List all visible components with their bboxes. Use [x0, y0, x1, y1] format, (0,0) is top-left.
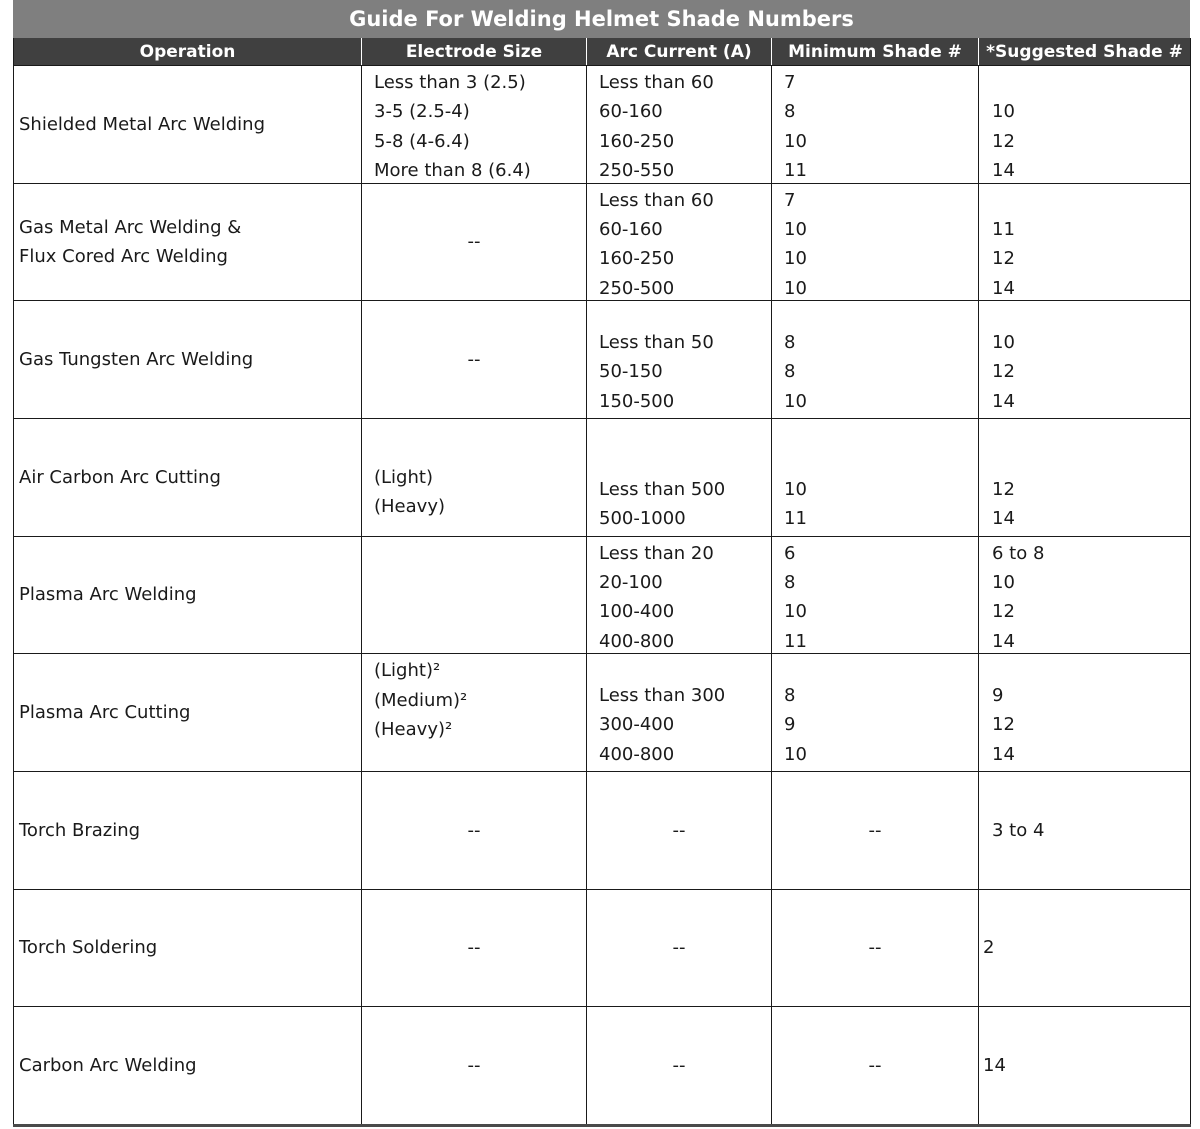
cell-value: 12 [992, 601, 1015, 623]
table-row [14, 418, 1191, 536]
operation-label: Plasma Arc Cutting [19, 702, 191, 724]
cell-value: 160-250 [599, 130, 675, 152]
cell-operation [14, 889, 362, 1007]
cell-value: 11 [784, 508, 807, 530]
cell-suggested-shade [979, 771, 1191, 889]
cell-value: 250-550 [599, 160, 675, 182]
cell-value [992, 68, 1186, 97]
cell-value: (Light) [374, 466, 433, 488]
cell-electrode-size [362, 654, 587, 772]
cell-arc-current [587, 654, 772, 772]
operation-label: Gas Tungsten Arc Welding [19, 349, 254, 371]
cell-minimum-shade [772, 1007, 979, 1126]
empty-dash: -- [672, 937, 686, 959]
table-row [14, 536, 1191, 654]
cell-value: 12 [992, 130, 1015, 152]
cell-value: 6 to 8 [992, 542, 1045, 564]
cell-value: 14 [983, 1055, 1006, 1077]
col-header-suggested-shade: *Suggested Shade # [979, 38, 1191, 66]
cell-suggested-shade [979, 1007, 1191, 1126]
empty-dash: -- [868, 819, 882, 841]
cell-operation [14, 771, 362, 889]
table-title: Guide For Welding Helmet Shade Numbers [13, 0, 1190, 38]
cell-value: 10 [784, 601, 807, 623]
cell-value: 11 [992, 219, 1015, 241]
cell-value: 12 [992, 478, 1015, 500]
cell-value: 14 [992, 743, 1015, 765]
cell-minimum-shade [772, 536, 979, 654]
empty-dash: -- [467, 231, 481, 253]
cell-arc-current [587, 771, 772, 889]
cell-value: 11 [784, 160, 807, 182]
col-header-operation: Operation [14, 38, 362, 66]
cell-value: 10 [992, 331, 1015, 353]
cell-value: 6 [784, 542, 796, 564]
empty-dash: -- [868, 937, 882, 959]
cell-electrode-size [362, 1007, 587, 1126]
shade-guide-sheet [13, 0, 1190, 1127]
cell-value: 8 [784, 572, 796, 594]
table-row [14, 66, 1191, 184]
col-header-minimum-shade: Minimum Shade # [772, 38, 979, 66]
cell-value: 9 [784, 714, 796, 736]
cell-value: Less than 500 [599, 478, 726, 500]
cell-minimum-shade [772, 654, 979, 772]
empty-dash: -- [467, 819, 481, 841]
empty-dash: -- [868, 1055, 882, 1077]
cell-suggested-shade [979, 183, 1191, 301]
cell-value: 7 [784, 72, 796, 93]
cell-value: 14 [992, 160, 1015, 182]
cell-value: 20-100 [599, 572, 663, 594]
cell-value: 60-160 [599, 101, 663, 123]
cell-arc-current [587, 536, 772, 654]
cell-minimum-shade [772, 66, 979, 184]
cell-operation [14, 1007, 362, 1126]
col-header-electrode-size: Electrode Size [362, 38, 587, 66]
cell-value: 3 to 4 [992, 819, 1045, 841]
cell-value: 8 [784, 331, 796, 353]
cell-value: More than 8 (6.4) [374, 160, 531, 182]
cell-value: 8 [784, 684, 796, 706]
cell-operation [14, 66, 362, 184]
table-body [14, 66, 1191, 1126]
operation-label: Flux Cored Arc Welding [19, 245, 228, 267]
cell-value: 50-150 [599, 361, 663, 383]
cell-electrode-size [362, 536, 587, 654]
table-row [14, 1007, 1191, 1126]
cell-value: Less than 50 [599, 331, 714, 353]
cell-suggested-shade [979, 418, 1191, 536]
cell-operation [14, 654, 362, 772]
cell-arc-current [587, 66, 772, 184]
cell-arc-current [587, 1007, 772, 1126]
cell-suggested-shade [979, 66, 1191, 184]
empty-dash: -- [467, 1055, 481, 1077]
operation-label: Torch Brazing [19, 819, 141, 841]
cell-value: 10 [784, 219, 807, 241]
cell-value: 3-5 (2.5-4) [374, 101, 470, 123]
table-row [14, 889, 1191, 1007]
col-header-arc-current: Arc Current (A) [587, 38, 772, 66]
cell-arc-current [587, 301, 772, 419]
cell-electrode-size [362, 418, 587, 536]
operation-label: Plasma Arc Welding [19, 584, 197, 606]
cell-value: 160-250 [599, 248, 675, 270]
cell-minimum-shade [772, 183, 979, 301]
operation-label: Torch Soldering [19, 937, 158, 959]
cell-operation [14, 183, 362, 301]
cell-value: (Light)² [374, 660, 441, 682]
cell-value: 14 [992, 630, 1015, 652]
cell-value: 9 [992, 684, 1004, 706]
table-row [14, 301, 1191, 419]
cell-value: (Medium)² [374, 689, 468, 711]
empty-dash: -- [467, 937, 481, 959]
cell-operation [14, 301, 362, 419]
table-row [14, 183, 1191, 301]
cell-value: Less than 20 [599, 542, 714, 564]
cell-minimum-shade [772, 889, 979, 1007]
cell-value: 10 [784, 390, 807, 412]
cell-value: 300-400 [599, 714, 675, 736]
cell-value: 12 [992, 714, 1015, 736]
cell-operation [14, 418, 362, 536]
cell-suggested-shade [979, 889, 1191, 1007]
cell-value: 14 [992, 390, 1015, 412]
cell-value: 10 [784, 248, 807, 270]
cell-electrode-size [362, 301, 587, 419]
cell-value: 8 [784, 361, 796, 383]
cell-value: Less than 60 [599, 189, 714, 211]
empty-dash: -- [672, 1055, 686, 1077]
cell-minimum-shade [772, 418, 979, 536]
cell-value: 250-500 [599, 277, 675, 299]
cell-arc-current [587, 418, 772, 536]
cell-value: 14 [992, 508, 1015, 530]
cell-value: 100-400 [599, 601, 675, 623]
cell-electrode-size [362, 183, 587, 301]
cell-value: 150-500 [599, 390, 675, 412]
table-row [14, 771, 1191, 889]
cell-arc-current [587, 183, 772, 301]
cell-value: 10 [784, 743, 807, 765]
cell-electrode-size [362, 889, 587, 1007]
cell-value: 60-160 [599, 219, 663, 241]
cell-value: 8 [784, 101, 796, 123]
operation-label: Carbon Arc Welding [19, 1055, 197, 1077]
cell-value: 2 [983, 937, 995, 959]
cell-value: Less than 3 (2.5) [374, 72, 526, 93]
cell-value: (Heavy)² [374, 719, 453, 741]
cell-value: 500-1000 [599, 508, 686, 530]
cell-value: 10 [784, 130, 807, 152]
cell-value: 10 [784, 478, 807, 500]
cell-value: 14 [992, 277, 1015, 299]
cell-suggested-shade [979, 654, 1191, 772]
cell-electrode-size [362, 771, 587, 889]
header-row [14, 38, 1191, 66]
cell-arc-current [587, 889, 772, 1007]
empty-dash: -- [672, 819, 686, 841]
cell-electrode-size [362, 66, 587, 184]
cell-value: 10 [992, 572, 1015, 594]
cell-value: 7 [784, 189, 796, 211]
cell-value: 12 [992, 248, 1015, 270]
cell-suggested-shade [979, 301, 1191, 419]
cell-minimum-shade [772, 771, 979, 889]
cell-value [992, 186, 1186, 215]
cell-value: 11 [784, 630, 807, 652]
cell-value: (Heavy) [374, 496, 445, 518]
operation-label: Air Carbon Arc Cutting [19, 466, 221, 488]
operation-label: Gas Metal Arc Welding & [19, 216, 242, 238]
shade-table [13, 38, 1191, 1127]
cell-value: Less than 60 [599, 72, 714, 93]
empty-dash: -- [467, 349, 481, 371]
table-row [14, 654, 1191, 772]
cell-value: 400-800 [599, 630, 675, 652]
cell-suggested-shade [979, 536, 1191, 654]
operation-label: Shielded Metal Arc Welding [19, 113, 265, 135]
cell-minimum-shade [772, 301, 979, 419]
cell-value: 10 [992, 101, 1015, 123]
cell-value: 400-800 [599, 743, 675, 765]
cell-value: 12 [992, 361, 1015, 383]
cell-value: 5-8 (4-6.4) [374, 130, 470, 152]
cell-value: 10 [784, 277, 807, 299]
cell-operation [14, 536, 362, 654]
cell-value: Less than 300 [599, 684, 726, 706]
